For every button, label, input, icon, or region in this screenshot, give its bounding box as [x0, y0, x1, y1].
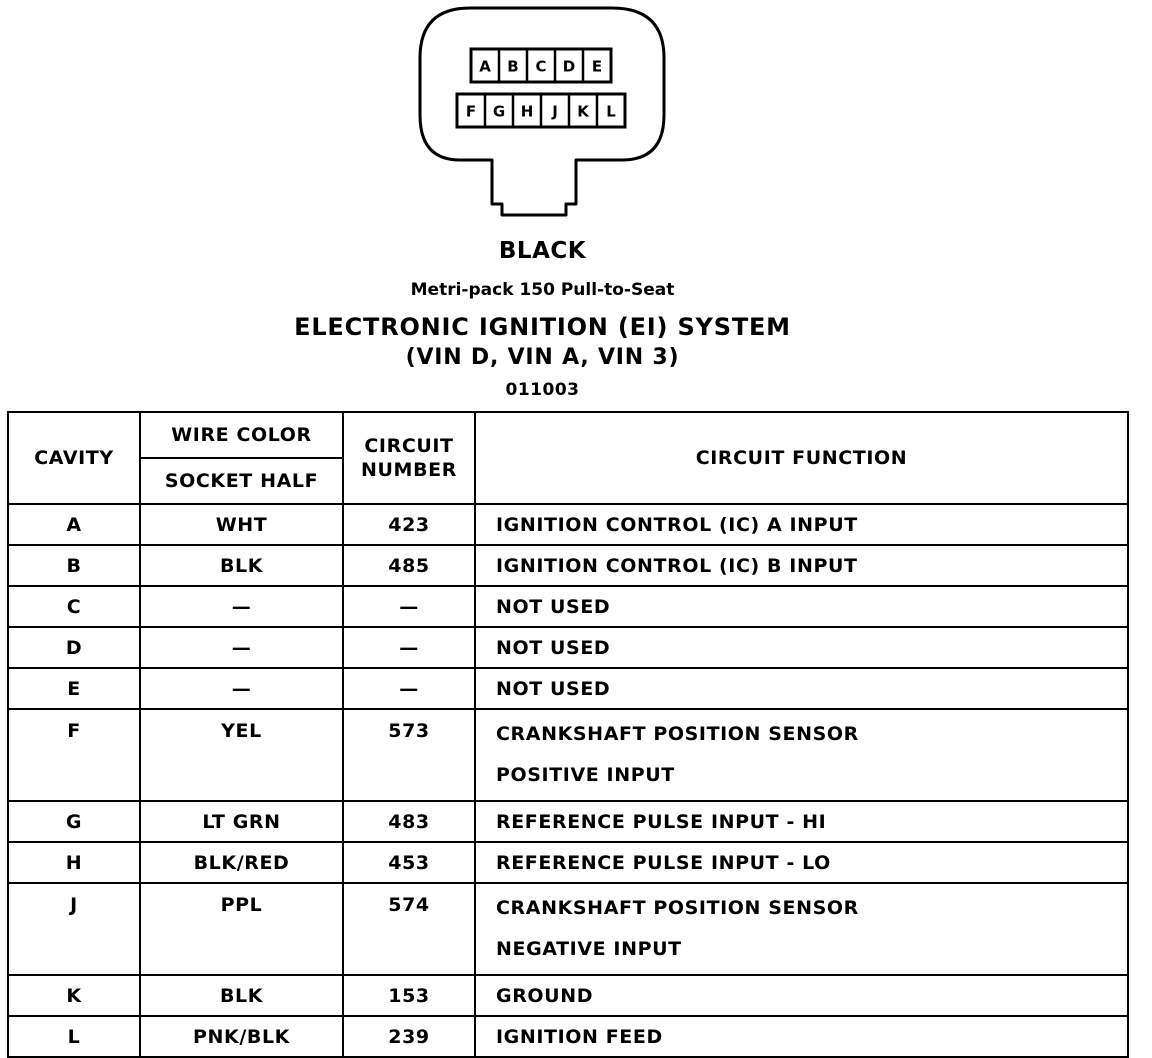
table-row-cavity-l — [8, 1016, 1128, 1057]
pin-k-label: K — [577, 102, 589, 121]
wire-color-cell — [140, 586, 343, 627]
cavity-cell — [8, 842, 140, 883]
circuit-number-cell — [343, 883, 475, 975]
cavity-cell-text: B — [66, 554, 82, 577]
header-circuit-number — [343, 412, 475, 504]
wire-color-cell — [140, 504, 343, 545]
pinout-table-body — [8, 504, 1128, 1057]
circuit-number-cell — [343, 586, 475, 627]
wire-color-cell-text: — — [231, 677, 252, 700]
wire-color-cell — [140, 801, 343, 842]
circuit-number-cell — [343, 545, 475, 586]
wire-color-cell-text: PNK/BLK — [192, 1025, 290, 1048]
figure-code: 011003 — [505, 380, 580, 400]
circuit-function-text: POSITIVE INPUT — [496, 764, 675, 786]
pin-j-label: J — [552, 102, 558, 121]
circuit-function-cell — [475, 668, 1128, 709]
circuit-number-cell-text: 423 — [388, 513, 430, 536]
circuit-number-cell — [343, 627, 475, 668]
wire-color-cell — [140, 1016, 343, 1057]
circuit-number-cell — [343, 842, 475, 883]
wire-color-cell — [140, 545, 343, 586]
circuit-function-cell — [475, 504, 1128, 545]
wire-color-cell-text: BLK — [219, 554, 264, 577]
circuit-function-text: IGNITION CONTROL (IC) B INPUT — [496, 554, 858, 577]
circuit-function-text: REFERENCE PULSE INPUT - LO — [496, 851, 831, 874]
circuit-number-cell-text: 153 — [388, 984, 430, 1007]
circuit-function-cell — [475, 883, 1128, 975]
wire-color-cell — [140, 627, 343, 668]
cavity-cell-text: C — [66, 595, 82, 618]
connector-color-label: BLACK — [498, 238, 587, 264]
circuit-function-text: IGNITION FEED — [496, 1025, 663, 1048]
wire-color-cell — [140, 975, 343, 1016]
cavity-cell — [8, 627, 140, 668]
circuit-function-cell — [475, 627, 1128, 668]
wire-color-cell-text: WHT — [215, 513, 268, 536]
cavity-cell — [8, 883, 140, 975]
circuit-number-cell-text: 239 — [388, 1025, 430, 1048]
table-row-cavity-b — [8, 545, 1128, 586]
circuit-function-text: CRANKSHAFT POSITION SENSOR — [496, 897, 859, 919]
cavity-cell-text: G — [65, 810, 83, 833]
circuit-function-cell — [475, 586, 1128, 627]
circuit-number-cell — [343, 504, 475, 545]
wire-color-cell — [140, 842, 343, 883]
connector-pinout-table — [7, 411, 1129, 1058]
circuit-function-text: IGNITION CONTROL (IC) A INPUT — [496, 513, 858, 536]
cavity-cell — [8, 668, 140, 709]
pin-l-label: L — [606, 102, 616, 121]
circuit-number-cell — [343, 709, 475, 801]
cavity-cell-text: J — [70, 894, 78, 916]
pin-e-label: E — [591, 57, 603, 76]
wire-color-cell-text: LT GRN — [202, 810, 281, 833]
table-row-cavity-h — [8, 842, 1128, 883]
cavity-cell-text: K — [66, 984, 82, 1007]
circuit-function-cell — [475, 842, 1128, 883]
table-row-cavity-e — [8, 668, 1128, 709]
pin-g-label: G — [492, 102, 506, 121]
pin-a-label: A — [479, 57, 491, 76]
circuit-number-cell — [343, 668, 475, 709]
header-cavity: CAVITY — [8, 412, 140, 504]
cavity-cell-text: F — [67, 720, 81, 742]
circuit-number-cell — [343, 801, 475, 842]
cavity-cell — [8, 504, 140, 545]
cavity-cell-text: L — [67, 1025, 81, 1048]
circuit-number-cell-text: — — [399, 595, 419, 618]
header-socket-half: SOCKET HALF — [140, 458, 343, 504]
circuit-function-text: NOT USED — [496, 677, 611, 700]
table-row-cavity-f — [8, 709, 1128, 801]
cavity-cell-text: D — [65, 636, 83, 659]
circuit-function-text: GROUND — [496, 984, 594, 1007]
circuit-number-cell — [343, 975, 475, 1016]
pin-f-label: F — [465, 102, 477, 121]
connector-face-diagram — [0, 0, 1152, 236]
table-row-cavity-d — [8, 627, 1128, 668]
system-title: ELECTRONIC IGNITION (EI) SYSTEM — [294, 313, 791, 341]
circuit-function-text: NEGATIVE INPUT — [496, 938, 682, 960]
cavity-cell — [8, 545, 140, 586]
circuit-function-text: NOT USED — [496, 595, 611, 618]
pin-b-label: B — [507, 57, 519, 76]
table-row-cavity-c — [8, 586, 1128, 627]
circuit-number-cell-text: 485 — [388, 554, 430, 577]
circuit-function-cell — [475, 545, 1128, 586]
pin-h-label: H — [520, 102, 534, 121]
circuit-function-text: REFERENCE PULSE INPUT - HI — [496, 810, 827, 833]
cavity-cell — [8, 801, 140, 842]
pin-c-label: C — [535, 57, 547, 76]
circuit-number-cell-text: 574 — [388, 894, 430, 916]
table-row-cavity-g — [8, 801, 1128, 842]
circuit-number-cell-text: — — [399, 636, 419, 659]
table-row-cavity-a — [8, 504, 1128, 545]
header-circuit-number-text: CIRCUIT NUMBER — [361, 435, 457, 481]
cavity-cell — [8, 975, 140, 1016]
wire-color-cell-text: — — [231, 595, 252, 618]
wire-color-cell-text: BLK/RED — [193, 851, 290, 874]
cavity-cell-text: H — [65, 851, 83, 874]
circuit-number-cell-text: 483 — [388, 810, 430, 833]
cavity-cell — [8, 586, 140, 627]
circuit-function-cell — [475, 1016, 1128, 1057]
circuit-function-cell — [475, 975, 1128, 1016]
wire-color-cell — [140, 668, 343, 709]
wire-color-cell-text: YEL — [221, 720, 262, 742]
header-wire-color: WIRE COLOR — [140, 412, 343, 458]
cavity-cell-text: A — [66, 513, 82, 536]
wire-color-cell-text: BLK — [219, 984, 264, 1007]
table-row-cavity-j — [8, 883, 1128, 975]
connector-pin-grid — [457, 49, 625, 127]
wire-color-cell-text: — — [231, 636, 252, 659]
connector-type-label: Metri-pack 150 Pull-to-Seat — [410, 280, 675, 300]
circuit-number-cell-text: 453 — [388, 851, 430, 874]
wire-color-cell-text: PPL — [220, 894, 263, 916]
circuit-number-cell — [343, 1016, 475, 1057]
cavity-cell-text: E — [67, 677, 81, 700]
table-row-cavity-k — [8, 975, 1128, 1016]
circuit-function-cell — [475, 801, 1128, 842]
pin-d-label: D — [562, 57, 576, 76]
vin-subtitle: (VIN D, VIN A, VIN 3) — [405, 345, 680, 370]
cavity-cell — [8, 1016, 140, 1057]
circuit-function-text: CRANKSHAFT POSITION SENSOR — [496, 723, 859, 745]
wire-color-cell — [140, 709, 343, 801]
circuit-function-text: NOT USED — [496, 636, 611, 659]
wire-color-cell — [140, 883, 343, 975]
circuit-function-cell — [475, 709, 1128, 801]
circuit-number-cell-text: 573 — [388, 720, 430, 742]
cavity-cell — [8, 709, 140, 801]
circuit-number-cell-text: — — [399, 677, 419, 700]
header-circuit-function: CIRCUIT FUNCTION — [475, 412, 1128, 504]
